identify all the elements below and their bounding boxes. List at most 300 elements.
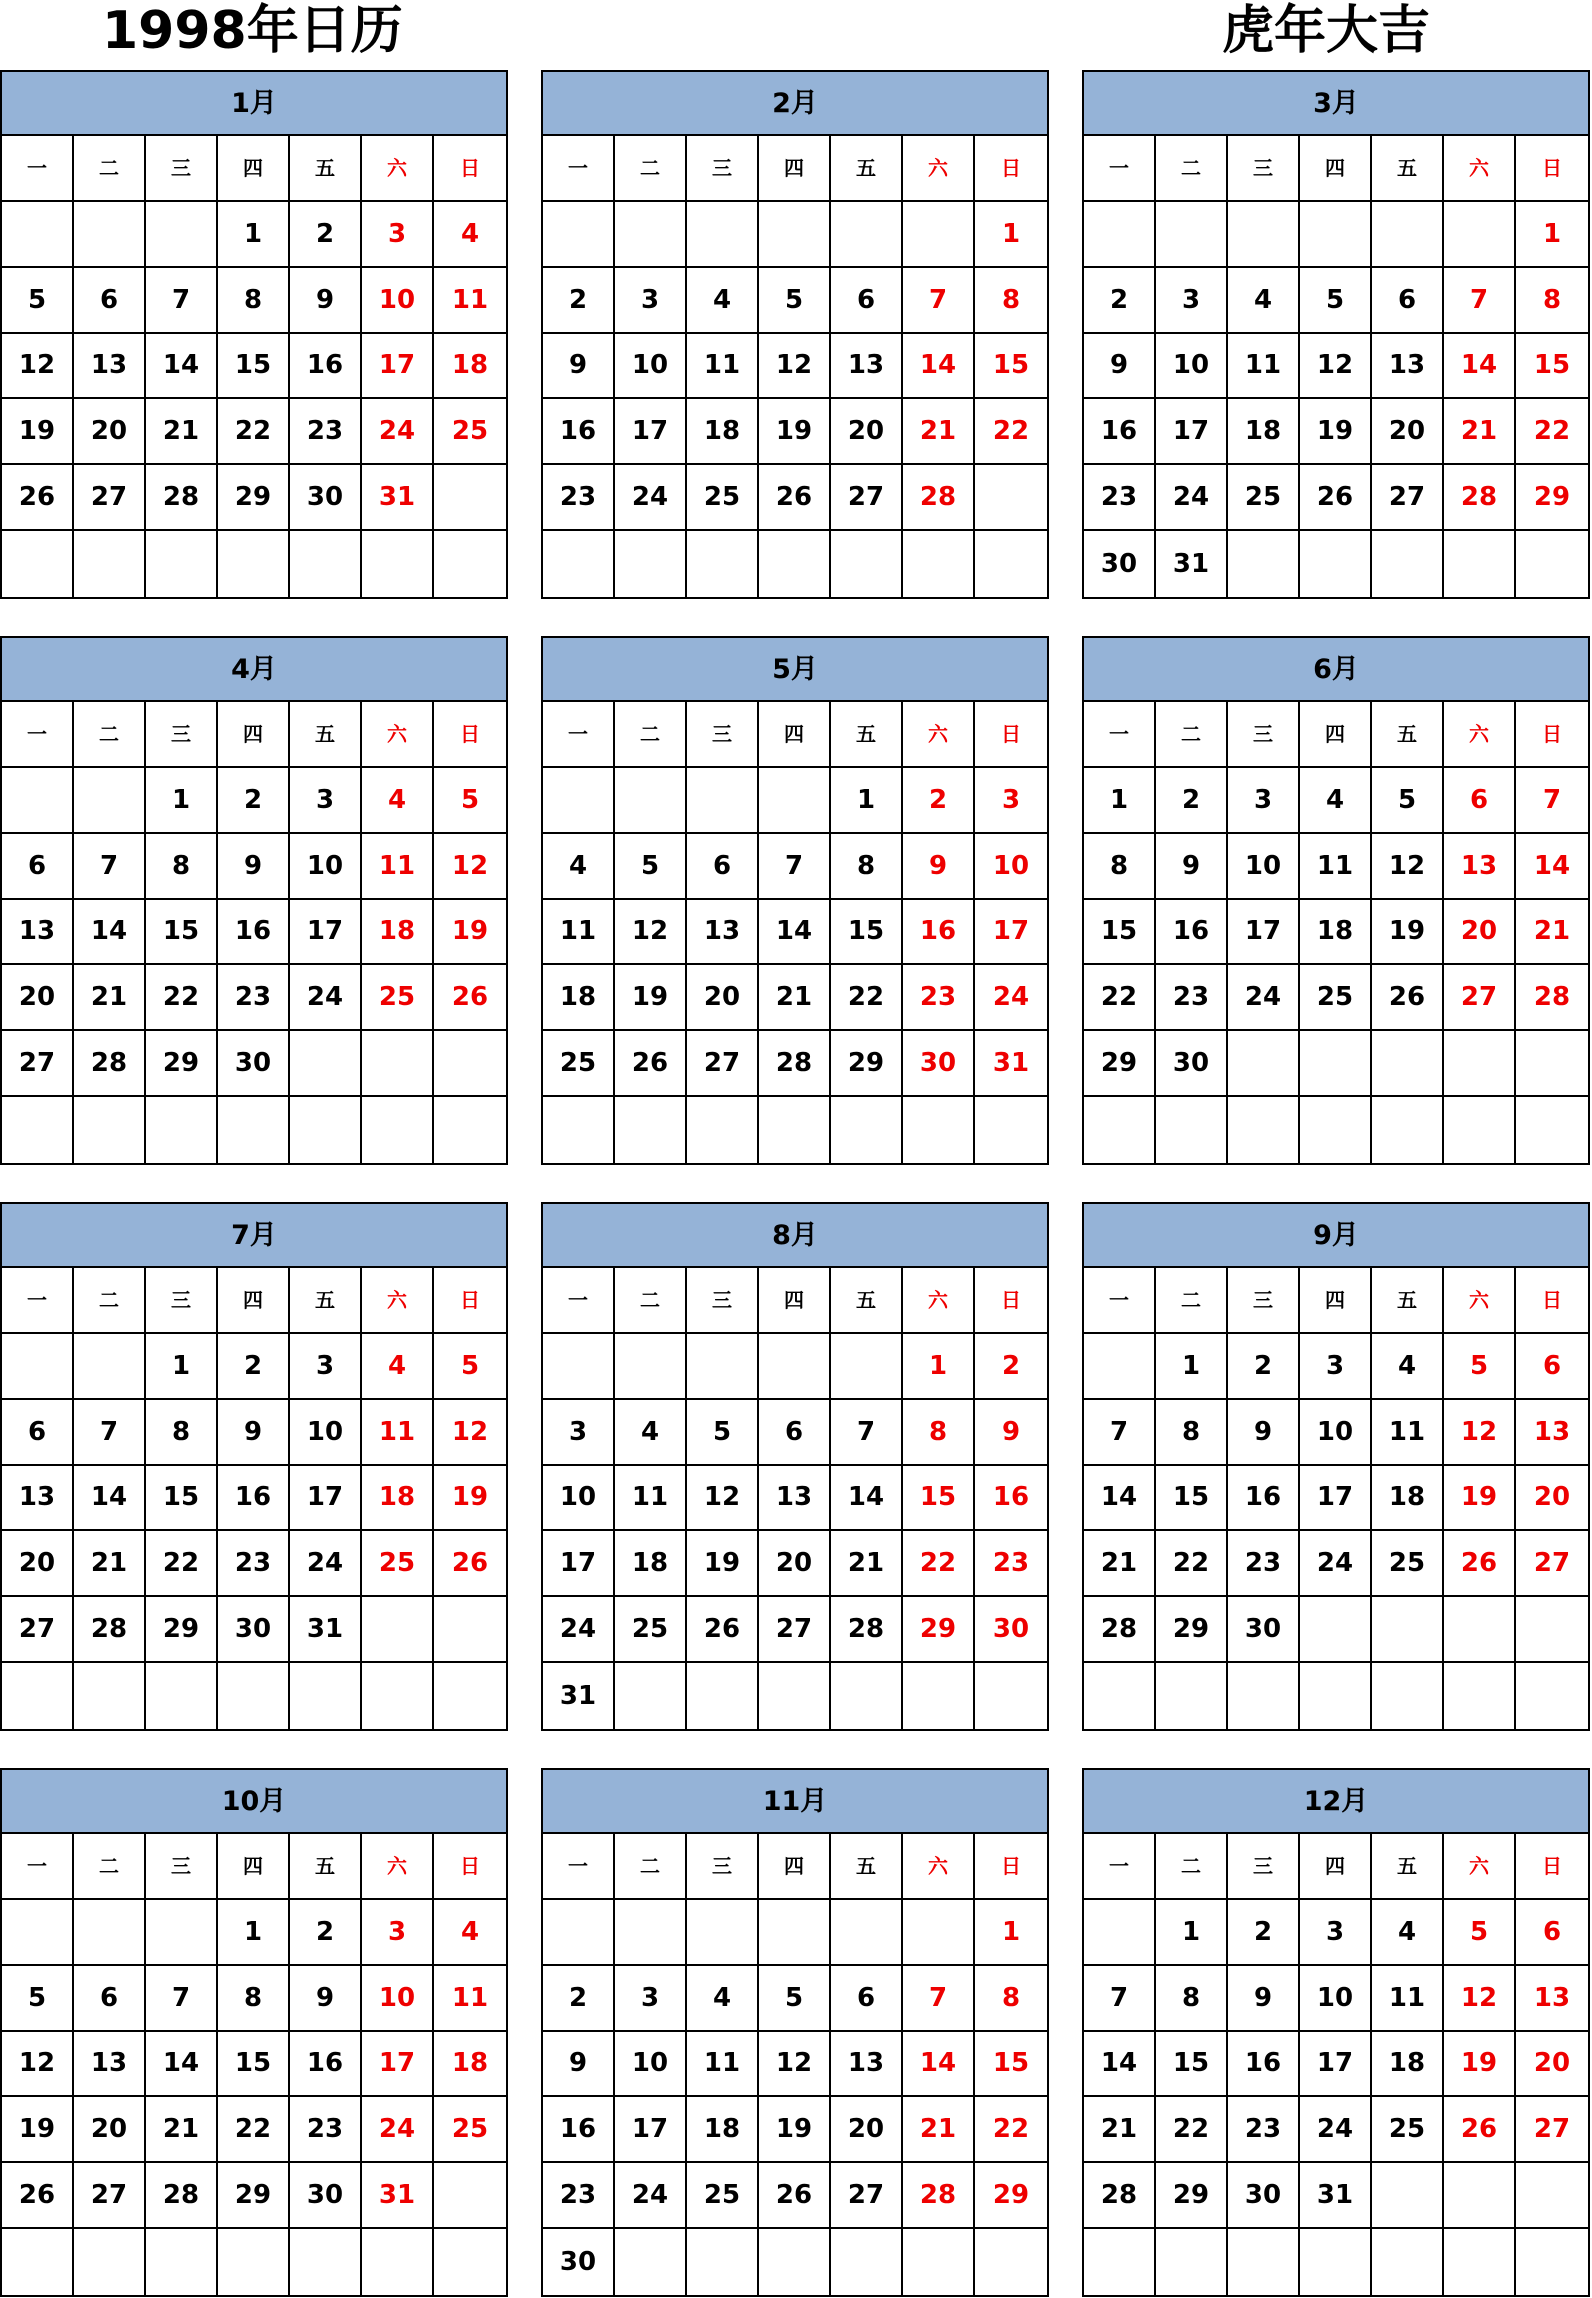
month-grid xyxy=(543,1268,1047,1729)
day-cell: 6 xyxy=(831,1966,903,2032)
day-cell: 22 xyxy=(146,1531,218,1597)
weekday-label: 六 xyxy=(903,1268,975,1334)
month-header: 3月 xyxy=(1084,72,1588,136)
day-cell: 5 xyxy=(1444,1334,1516,1400)
day-cell: 29 xyxy=(218,2163,290,2229)
day-cell: 6 xyxy=(831,268,903,334)
day-cell: 29 xyxy=(1516,465,1588,531)
day-cell: 26 xyxy=(2,465,74,531)
day-cell: 21 xyxy=(903,2097,975,2163)
month-grid xyxy=(1084,1268,1588,1729)
empty-cell xyxy=(2,1334,74,1400)
empty-cell xyxy=(146,1900,218,1966)
day-cell: 23 xyxy=(218,1531,290,1597)
weekday-label: 五 xyxy=(831,702,903,768)
day-cell: 10 xyxy=(975,834,1047,900)
weekday-label: 日 xyxy=(1516,702,1588,768)
day-cell: 23 xyxy=(1228,2097,1300,2163)
empty-cell xyxy=(290,1663,362,1729)
weekday-label: 六 xyxy=(362,702,434,768)
day-cell: 5 xyxy=(1444,1900,1516,1966)
weekday-label: 一 xyxy=(2,1834,74,1900)
empty-cell xyxy=(831,1097,903,1163)
day-cell: 19 xyxy=(434,1466,506,1532)
day-cell: 19 xyxy=(434,900,506,966)
day-cell: 3 xyxy=(362,1900,434,1966)
day-cell: 26 xyxy=(1300,465,1372,531)
day-cell: 28 xyxy=(1084,1597,1156,1663)
day-cell: 25 xyxy=(362,1531,434,1597)
empty-cell xyxy=(74,2229,146,2295)
empty-cell xyxy=(543,1334,615,1400)
day-cell: 11 xyxy=(687,2032,759,2098)
empty-cell xyxy=(831,1334,903,1400)
day-cell: 24 xyxy=(1300,1531,1372,1597)
weekday-label: 四 xyxy=(218,1834,290,1900)
day-cell: 29 xyxy=(218,465,290,531)
empty-cell xyxy=(1300,1031,1372,1097)
day-cell: 19 xyxy=(759,2097,831,2163)
empty-cell xyxy=(2,1097,74,1163)
day-cell: 21 xyxy=(1084,1531,1156,1597)
day-cell: 4 xyxy=(362,1334,434,1400)
day-cell: 27 xyxy=(831,2163,903,2229)
empty-cell xyxy=(615,768,687,834)
day-cell: 28 xyxy=(146,2163,218,2229)
day-cell: 18 xyxy=(1228,399,1300,465)
empty-cell xyxy=(1444,1663,1516,1729)
weekday-label: 五 xyxy=(831,1834,903,1900)
day-cell: 14 xyxy=(1444,334,1516,400)
empty-cell xyxy=(146,1097,218,1163)
day-cell: 11 xyxy=(362,834,434,900)
month-10 xyxy=(0,1768,508,2297)
empty-cell xyxy=(1372,2163,1444,2229)
day-cell: 27 xyxy=(759,1597,831,1663)
month-grid xyxy=(2,702,506,1163)
day-cell: 29 xyxy=(831,1031,903,1097)
weekday-label: 三 xyxy=(1228,1834,1300,1900)
day-cell: 2 xyxy=(975,1334,1047,1400)
day-cell: 26 xyxy=(1372,965,1444,1031)
empty-cell xyxy=(2,531,74,597)
empty-cell xyxy=(1372,1097,1444,1163)
day-cell: 20 xyxy=(74,2097,146,2163)
day-cell: 11 xyxy=(615,1466,687,1532)
day-cell: 10 xyxy=(1228,834,1300,900)
day-cell: 10 xyxy=(362,268,434,334)
day-cell: 9 xyxy=(903,834,975,900)
empty-cell xyxy=(615,2229,687,2295)
day-cell: 21 xyxy=(903,399,975,465)
day-cell: 13 xyxy=(74,334,146,400)
weekday-label: 四 xyxy=(1300,1268,1372,1334)
day-cell: 11 xyxy=(434,268,506,334)
day-cell: 16 xyxy=(218,900,290,966)
day-cell: 8 xyxy=(831,834,903,900)
day-cell: 10 xyxy=(1300,1966,1372,2032)
weekday-label: 日 xyxy=(434,1268,506,1334)
day-cell: 30 xyxy=(903,1031,975,1097)
empty-cell xyxy=(1228,1031,1300,1097)
month-header: 11月 xyxy=(543,1770,1047,1834)
day-cell: 6 xyxy=(687,834,759,900)
day-cell: 21 xyxy=(1444,399,1516,465)
weekday-label: 一 xyxy=(543,1268,615,1334)
month-grid xyxy=(2,1834,506,2295)
day-cell: 31 xyxy=(362,2163,434,2229)
day-cell: 4 xyxy=(1228,268,1300,334)
weekday-label: 二 xyxy=(1156,1268,1228,1334)
weekday-label: 三 xyxy=(1228,702,1300,768)
empty-cell xyxy=(1156,202,1228,268)
day-cell: 11 xyxy=(1372,1400,1444,1466)
empty-cell xyxy=(1444,1031,1516,1097)
day-cell: 18 xyxy=(543,965,615,1031)
month-header: 5月 xyxy=(543,638,1047,702)
day-cell: 26 xyxy=(434,1531,506,1597)
month-3 xyxy=(1082,70,1590,599)
empty-cell xyxy=(1444,1097,1516,1163)
day-cell: 18 xyxy=(434,334,506,400)
month-header: 8月 xyxy=(543,1204,1047,1268)
day-cell: 5 xyxy=(434,768,506,834)
weekday-label: 一 xyxy=(543,136,615,202)
weekday-label: 二 xyxy=(74,1268,146,1334)
day-cell: 3 xyxy=(1228,768,1300,834)
empty-cell xyxy=(1372,1597,1444,1663)
day-cell: 24 xyxy=(615,465,687,531)
day-cell: 16 xyxy=(1228,1466,1300,1532)
empty-cell xyxy=(2,1900,74,1966)
empty-cell xyxy=(975,465,1047,531)
day-cell: 7 xyxy=(74,834,146,900)
day-cell: 4 xyxy=(543,834,615,900)
weekday-label: 一 xyxy=(543,1834,615,1900)
day-cell: 29 xyxy=(903,1597,975,1663)
weekday-label: 日 xyxy=(434,1834,506,1900)
empty-cell xyxy=(687,2229,759,2295)
day-cell: 24 xyxy=(290,1531,362,1597)
month-grid xyxy=(2,1268,506,1729)
day-cell: 13 xyxy=(2,900,74,966)
day-cell: 16 xyxy=(218,1466,290,1532)
empty-cell xyxy=(831,531,903,597)
month-1 xyxy=(0,70,508,599)
weekday-label: 六 xyxy=(1444,1834,1516,1900)
day-cell: 7 xyxy=(1516,768,1588,834)
empty-cell xyxy=(146,1663,218,1729)
day-cell: 5 xyxy=(1372,768,1444,834)
empty-cell xyxy=(290,1097,362,1163)
month-grid xyxy=(1084,136,1588,597)
day-cell: 9 xyxy=(1156,834,1228,900)
day-cell: 6 xyxy=(1372,268,1444,334)
day-cell: 1 xyxy=(831,768,903,834)
day-cell: 27 xyxy=(687,1031,759,1097)
empty-cell xyxy=(1516,2229,1588,2295)
day-cell: 24 xyxy=(362,399,434,465)
weekday-label: 三 xyxy=(146,702,218,768)
weekday-label: 五 xyxy=(290,1268,362,1334)
day-cell: 5 xyxy=(1300,268,1372,334)
day-cell: 6 xyxy=(74,1966,146,2032)
day-cell: 12 xyxy=(759,2032,831,2098)
day-cell: 15 xyxy=(218,2032,290,2098)
weekday-label: 五 xyxy=(831,136,903,202)
empty-cell xyxy=(759,1334,831,1400)
weekday-label: 日 xyxy=(434,702,506,768)
weekday-label: 五 xyxy=(831,1268,903,1334)
day-cell: 5 xyxy=(615,834,687,900)
empty-cell xyxy=(1084,2229,1156,2295)
month-7 xyxy=(0,1202,508,1731)
day-cell: 17 xyxy=(615,399,687,465)
weekday-label: 四 xyxy=(218,702,290,768)
weekday-label: 三 xyxy=(687,1834,759,1900)
day-cell: 28 xyxy=(759,1031,831,1097)
day-cell: 23 xyxy=(1084,465,1156,531)
day-cell: 18 xyxy=(1372,1466,1444,1532)
day-cell: 12 xyxy=(434,1400,506,1466)
month-4 xyxy=(0,636,508,1165)
day-cell: 15 xyxy=(1084,900,1156,966)
day-cell: 14 xyxy=(903,2032,975,2098)
empty-cell xyxy=(434,465,506,531)
weekday-label: 二 xyxy=(615,136,687,202)
weekday-label: 一 xyxy=(2,1268,74,1334)
weekday-label: 二 xyxy=(1156,136,1228,202)
empty-cell xyxy=(362,2229,434,2295)
day-cell: 23 xyxy=(290,399,362,465)
day-cell: 1 xyxy=(975,202,1047,268)
day-cell: 26 xyxy=(2,2163,74,2229)
day-cell: 20 xyxy=(759,1531,831,1597)
day-cell: 10 xyxy=(543,1466,615,1532)
weekday-label: 三 xyxy=(146,1834,218,1900)
empty-cell xyxy=(903,1663,975,1729)
day-cell: 8 xyxy=(975,268,1047,334)
day-cell: 16 xyxy=(290,2032,362,2098)
empty-cell xyxy=(1444,202,1516,268)
day-cell: 14 xyxy=(903,334,975,400)
empty-cell xyxy=(1156,1663,1228,1729)
day-cell: 12 xyxy=(1300,334,1372,400)
month-9 xyxy=(1082,1202,1590,1731)
day-cell: 21 xyxy=(74,1531,146,1597)
day-cell: 18 xyxy=(362,1466,434,1532)
day-cell: 8 xyxy=(146,1400,218,1466)
empty-cell xyxy=(218,2229,290,2295)
day-cell: 18 xyxy=(362,900,434,966)
day-cell: 22 xyxy=(975,399,1047,465)
day-cell: 9 xyxy=(290,268,362,334)
day-cell: 2 xyxy=(1228,1900,1300,1966)
month-header: 7月 xyxy=(2,1204,506,1268)
weekday-label: 六 xyxy=(903,702,975,768)
month-8 xyxy=(541,1202,1049,1731)
empty-cell xyxy=(362,531,434,597)
day-cell: 22 xyxy=(831,965,903,1031)
day-cell: 12 xyxy=(615,900,687,966)
day-cell: 30 xyxy=(1228,1597,1300,1663)
empty-cell xyxy=(146,531,218,597)
empty-cell xyxy=(543,202,615,268)
empty-cell xyxy=(434,2163,506,2229)
day-cell: 9 xyxy=(1228,1966,1300,2032)
empty-cell xyxy=(543,531,615,597)
month-12 xyxy=(1082,1768,1590,2297)
weekday-label: 六 xyxy=(1444,1268,1516,1334)
empty-cell xyxy=(434,531,506,597)
empty-cell xyxy=(1300,2229,1372,2295)
day-cell: 20 xyxy=(1444,900,1516,966)
day-cell: 14 xyxy=(146,2032,218,2098)
day-cell: 20 xyxy=(1516,2032,1588,2098)
empty-cell xyxy=(74,1900,146,1966)
day-cell: 4 xyxy=(687,1966,759,2032)
day-cell: 17 xyxy=(1228,900,1300,966)
day-cell: 20 xyxy=(1372,399,1444,465)
day-cell: 2 xyxy=(218,1334,290,1400)
empty-cell xyxy=(615,1334,687,1400)
weekday-label: 一 xyxy=(543,702,615,768)
day-cell: 31 xyxy=(290,1597,362,1663)
day-cell: 1 xyxy=(218,1900,290,1966)
empty-cell xyxy=(1084,1334,1156,1400)
day-cell: 2 xyxy=(543,1966,615,2032)
day-cell: 5 xyxy=(2,268,74,334)
weekday-label: 六 xyxy=(1444,702,1516,768)
empty-cell xyxy=(1084,1097,1156,1163)
empty-cell xyxy=(687,1334,759,1400)
day-cell: 7 xyxy=(903,268,975,334)
month-grid xyxy=(2,136,506,597)
weekday-label: 二 xyxy=(1156,702,1228,768)
day-cell: 21 xyxy=(1084,2097,1156,2163)
weekday-label: 四 xyxy=(759,136,831,202)
day-cell: 10 xyxy=(615,2032,687,2098)
day-cell: 14 xyxy=(831,1466,903,1532)
day-cell: 26 xyxy=(1444,2097,1516,2163)
empty-cell xyxy=(615,1900,687,1966)
day-cell: 7 xyxy=(146,1966,218,2032)
day-cell: 22 xyxy=(1156,1531,1228,1597)
day-cell: 27 xyxy=(1516,2097,1588,2163)
day-cell: 21 xyxy=(74,965,146,1031)
day-cell: 4 xyxy=(1300,768,1372,834)
day-cell: 17 xyxy=(362,2032,434,2098)
weekday-label: 四 xyxy=(759,702,831,768)
day-cell: 11 xyxy=(1228,334,1300,400)
day-cell: 23 xyxy=(290,2097,362,2163)
day-cell: 19 xyxy=(1300,399,1372,465)
empty-cell xyxy=(975,1663,1047,1729)
day-cell: 4 xyxy=(1372,1900,1444,1966)
day-cell: 20 xyxy=(74,399,146,465)
empty-cell xyxy=(831,1663,903,1729)
day-cell: 10 xyxy=(290,1400,362,1466)
month-6 xyxy=(1082,636,1590,1165)
weekday-label: 五 xyxy=(1372,702,1444,768)
day-cell: 4 xyxy=(1372,1334,1444,1400)
day-cell: 8 xyxy=(903,1400,975,1466)
weekday-label: 三 xyxy=(1228,1268,1300,1334)
day-cell: 4 xyxy=(434,202,506,268)
day-cell: 21 xyxy=(146,399,218,465)
day-cell: 8 xyxy=(1156,1966,1228,2032)
day-cell: 20 xyxy=(831,2097,903,2163)
empty-cell xyxy=(1444,2229,1516,2295)
day-cell: 30 xyxy=(218,1597,290,1663)
empty-cell xyxy=(218,1663,290,1729)
day-cell: 16 xyxy=(1084,399,1156,465)
weekday-label: 五 xyxy=(1372,136,1444,202)
month-header: 10月 xyxy=(2,1770,506,1834)
day-cell: 8 xyxy=(1084,834,1156,900)
empty-cell xyxy=(74,1334,146,1400)
day-cell: 27 xyxy=(2,1597,74,1663)
weekday-label: 四 xyxy=(218,1268,290,1334)
empty-cell xyxy=(1444,531,1516,597)
day-cell: 3 xyxy=(615,268,687,334)
day-cell: 28 xyxy=(903,465,975,531)
empty-cell xyxy=(975,2229,1047,2295)
day-cell: 22 xyxy=(146,965,218,1031)
day-cell: 2 xyxy=(543,268,615,334)
day-cell: 25 xyxy=(1228,465,1300,531)
day-cell: 25 xyxy=(434,399,506,465)
day-cell: 28 xyxy=(74,1597,146,1663)
weekday-label: 四 xyxy=(1300,1834,1372,1900)
day-cell: 20 xyxy=(2,1531,74,1597)
empty-cell xyxy=(74,202,146,268)
weekday-label: 二 xyxy=(74,1834,146,1900)
day-cell: 6 xyxy=(759,1400,831,1466)
day-cell: 1 xyxy=(146,1334,218,1400)
day-cell: 20 xyxy=(687,965,759,1031)
day-cell: 26 xyxy=(1444,1531,1516,1597)
empty-cell xyxy=(1372,531,1444,597)
empty-cell xyxy=(759,1900,831,1966)
day-cell: 14 xyxy=(759,900,831,966)
weekday-label: 二 xyxy=(615,1834,687,1900)
day-cell: 24 xyxy=(362,2097,434,2163)
day-cell: 16 xyxy=(543,399,615,465)
weekday-label: 二 xyxy=(74,136,146,202)
empty-cell xyxy=(362,1663,434,1729)
month-header: 9月 xyxy=(1084,1204,1588,1268)
day-cell: 16 xyxy=(1228,2032,1300,2098)
day-cell: 14 xyxy=(146,334,218,400)
empty-cell xyxy=(1084,1900,1156,1966)
empty-cell xyxy=(1300,1097,1372,1163)
day-cell: 6 xyxy=(2,834,74,900)
month-grid xyxy=(543,136,1047,597)
day-cell: 16 xyxy=(903,900,975,966)
day-cell: 19 xyxy=(1372,900,1444,966)
day-cell: 30 xyxy=(290,2163,362,2229)
weekday-label: 一 xyxy=(1084,136,1156,202)
day-cell: 31 xyxy=(1300,2163,1372,2229)
day-cell: 8 xyxy=(975,1966,1047,2032)
empty-cell xyxy=(1516,1597,1588,1663)
day-cell: 12 xyxy=(2,334,74,400)
day-cell: 27 xyxy=(74,2163,146,2229)
empty-cell xyxy=(74,1663,146,1729)
empty-cell xyxy=(1516,1663,1588,1729)
empty-cell xyxy=(1228,1097,1300,1163)
